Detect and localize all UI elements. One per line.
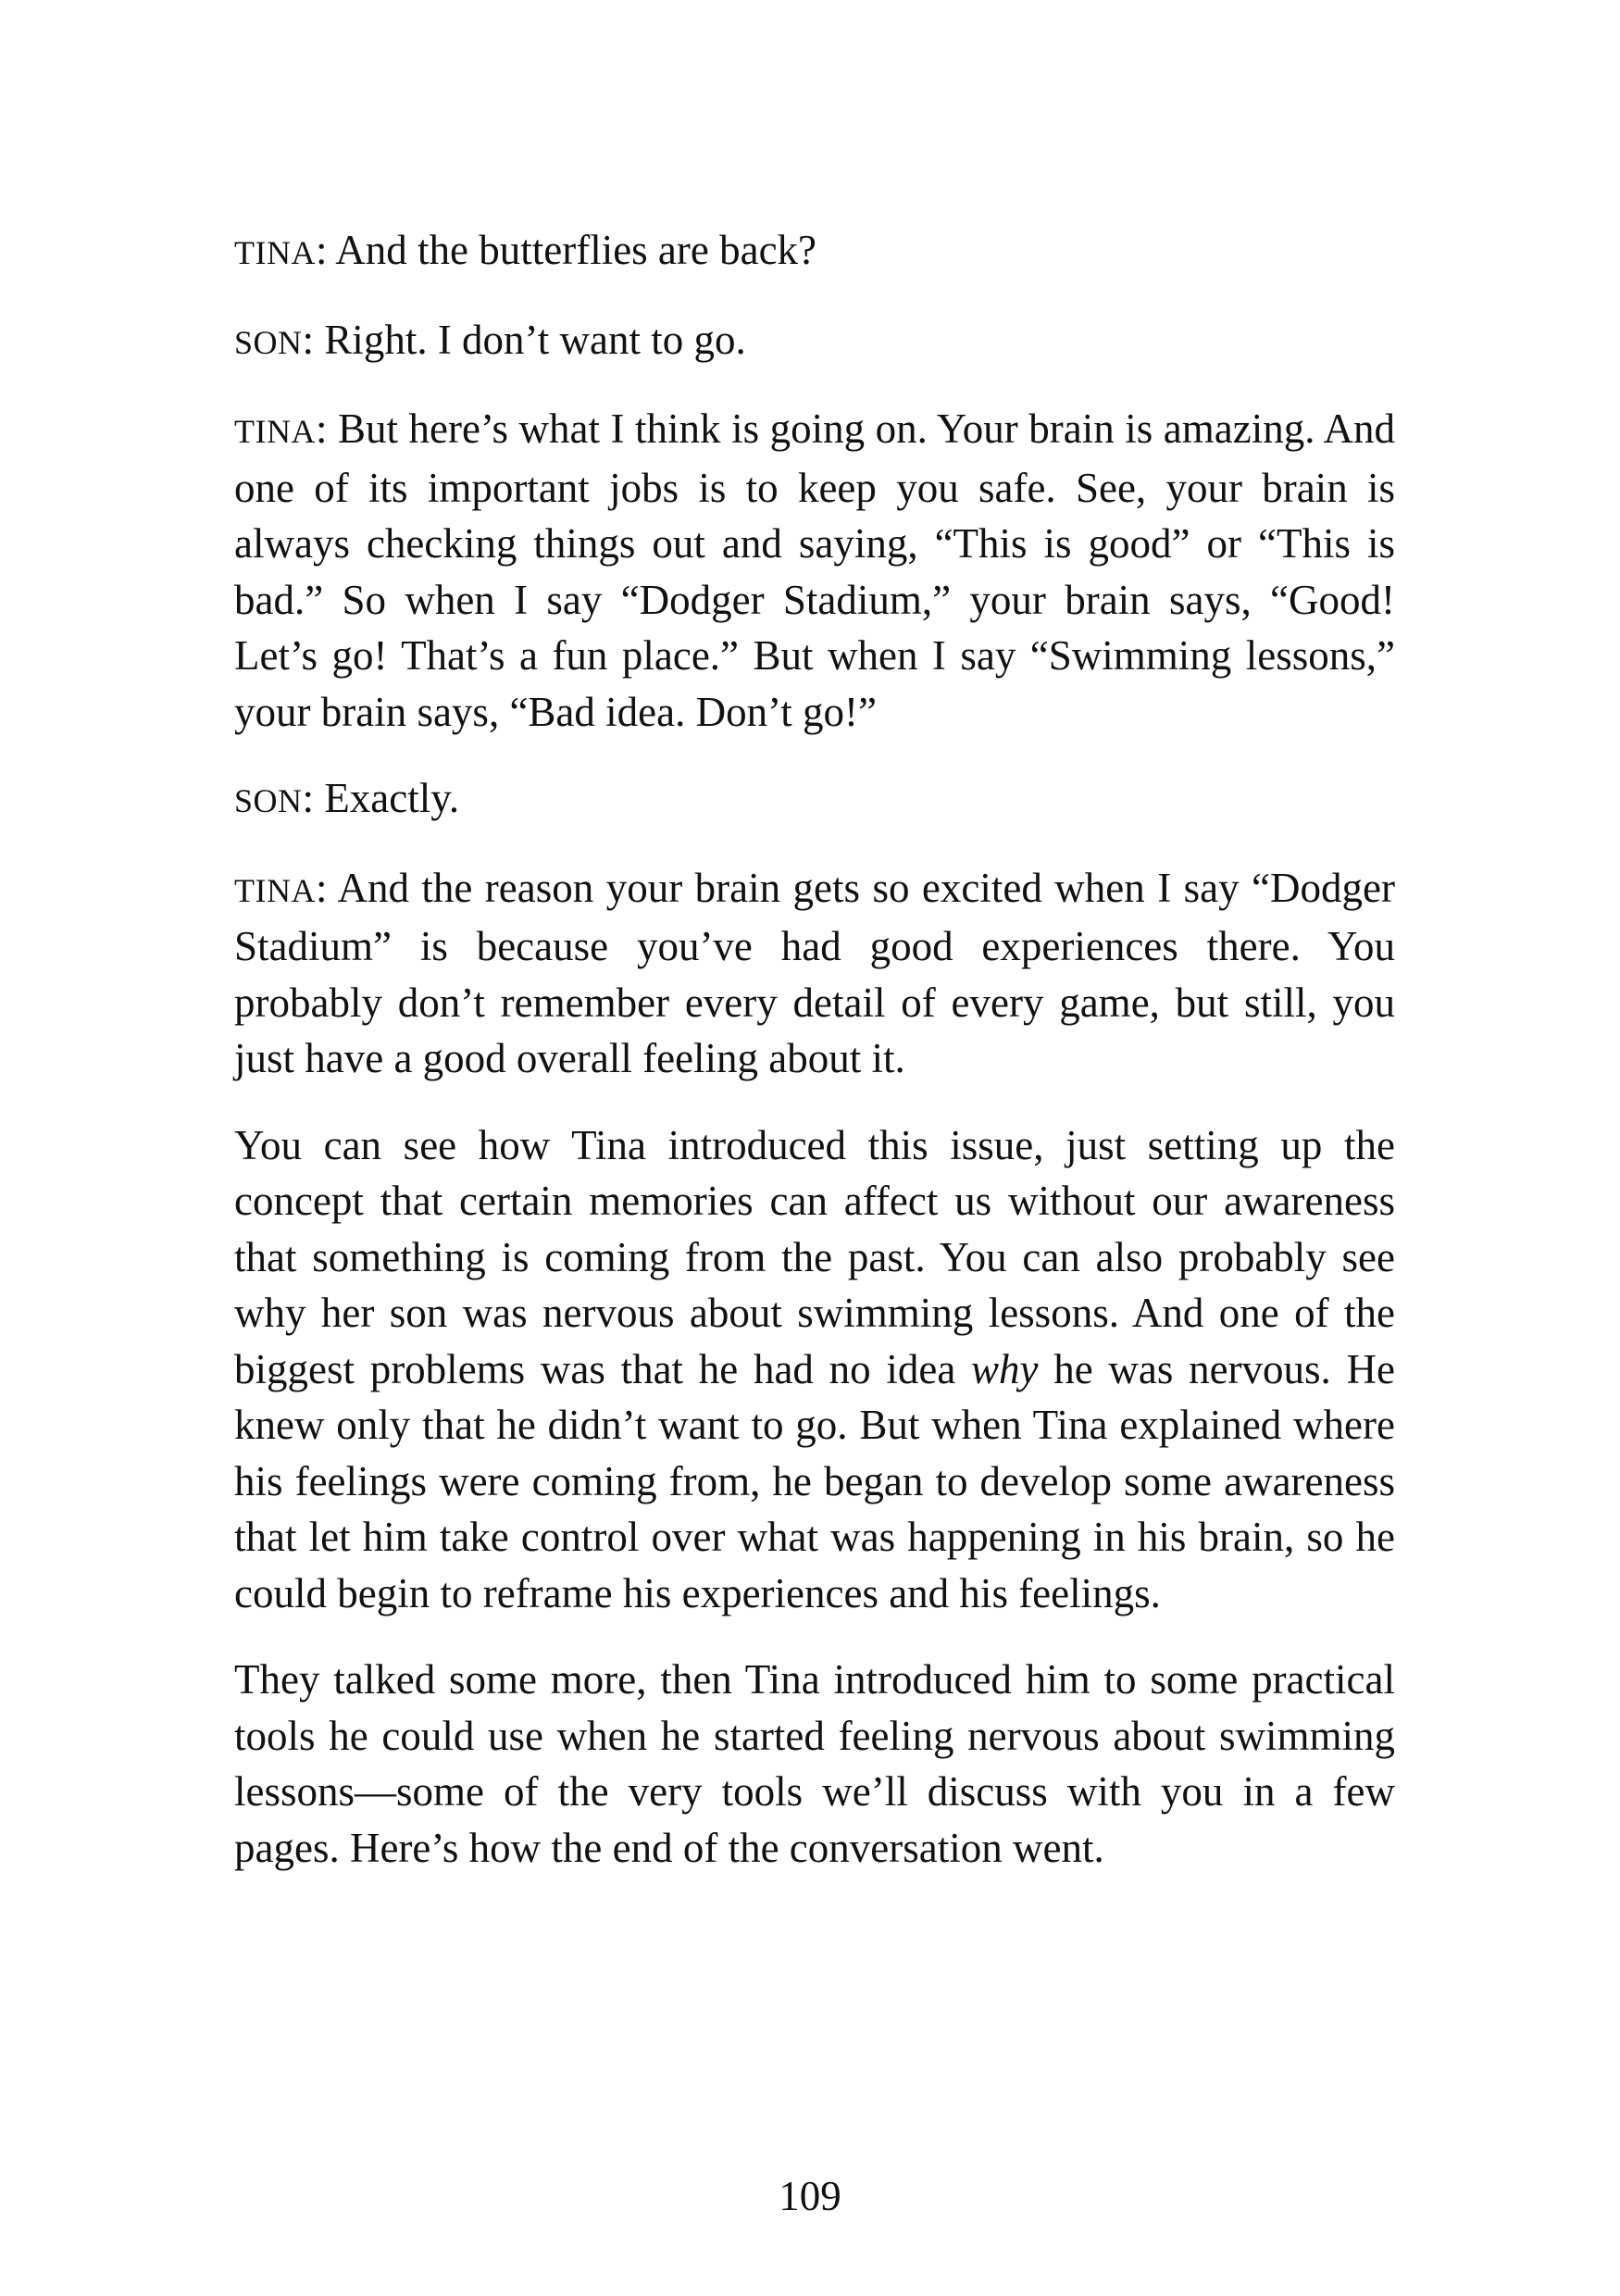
dialogue-text: But here’s what I think is going on. Your brain is amazing. And one of its important jobs is to keep you safe. See, your brain is always checking things out and saying, “This is good” or “This is bad.” So when I say “Dodger Stadium,” your brain says, “Good! Let’s go! That’s a fun place.” But when I say “Swimming lessons,” your brain says, “Bad idea. Don’t go!” [234, 406, 1395, 735]
dialogue-line: SON: Exactly. [234, 775, 460, 821]
speaker-name: SON [234, 782, 303, 819]
dialogue-text: And the butterflies are back? [335, 227, 817, 273]
dialogue-text: Right. I don’t want to go. [324, 316, 746, 363]
narration-paragraph: They talked some more, then Tina introduced him to some practical tools he could use when he started feeling nervous about swimming lessons—some of the very tools we’ll discuss with you in a few pages. Here’s how the end of the conversation went. [234, 1656, 1395, 1871]
narration-text: he was nervous. He knew only that he didn’t want to go. But when Tina explained where his feelings were coming from, he began to develop some awareness that let him take control over what was happening in his brain, so he could begin to reframe his experiences and his feelings. [234, 1345, 1395, 1616]
speaker-name: TINA [234, 871, 316, 909]
speaker-name: SON [234, 323, 303, 361]
dialogue-text: And the reason your brain gets so excited when I say “Dodger Stadium” is because you’ve had good experiences there. You probably don’t remember every detail of every game, but still, you just have a good overall feeling about it. [234, 864, 1395, 1081]
dialogue-line: TINA: And the reason your brain gets so excited when I say “Dodger Stadium” is because you’ve had good experiences there. You probably don’t remember every detail of every game, but still, you just have a good overall feeling about it. [234, 864, 1395, 1081]
page-number: 109 [779, 2173, 841, 2219]
dialogue-line: TINA: But here’s what I think is going on. Your brain is amazing. And one of its important jobs is to keep you safe. See, your brain is always checking things out and saying, “This is good” or “This is bad.” So when I say “Dodger Stadium,” your brain says, “Good! Let’s go! That’s a fun place.” But when I say “Swimming lessons,” your brain says, “Bad idea. Don’t go!” [234, 406, 1395, 735]
emphasis-text: why [971, 1345, 1039, 1392]
dialogue-line: TINA: And the butterflies are back? [234, 227, 817, 273]
speaker-name: TINA [234, 234, 316, 271]
dialogue-line: SON: Right. I don’t want to go. [234, 316, 746, 363]
dialogue-text: Exactly. [324, 775, 460, 821]
page-body [234, 222, 1395, 1906]
narration-paragraph [234, 1117, 1395, 1622]
speaker-name: TINA [234, 413, 316, 450]
narration-text: You can see how Tina introduced this issue, just setting up the concept that certain memories can affect us without our awareness that something is coming from the past. You can also probably see why her son was nervous about swimming lessons. And one of the biggest problems was that he had no idea [234, 1121, 1395, 1392]
